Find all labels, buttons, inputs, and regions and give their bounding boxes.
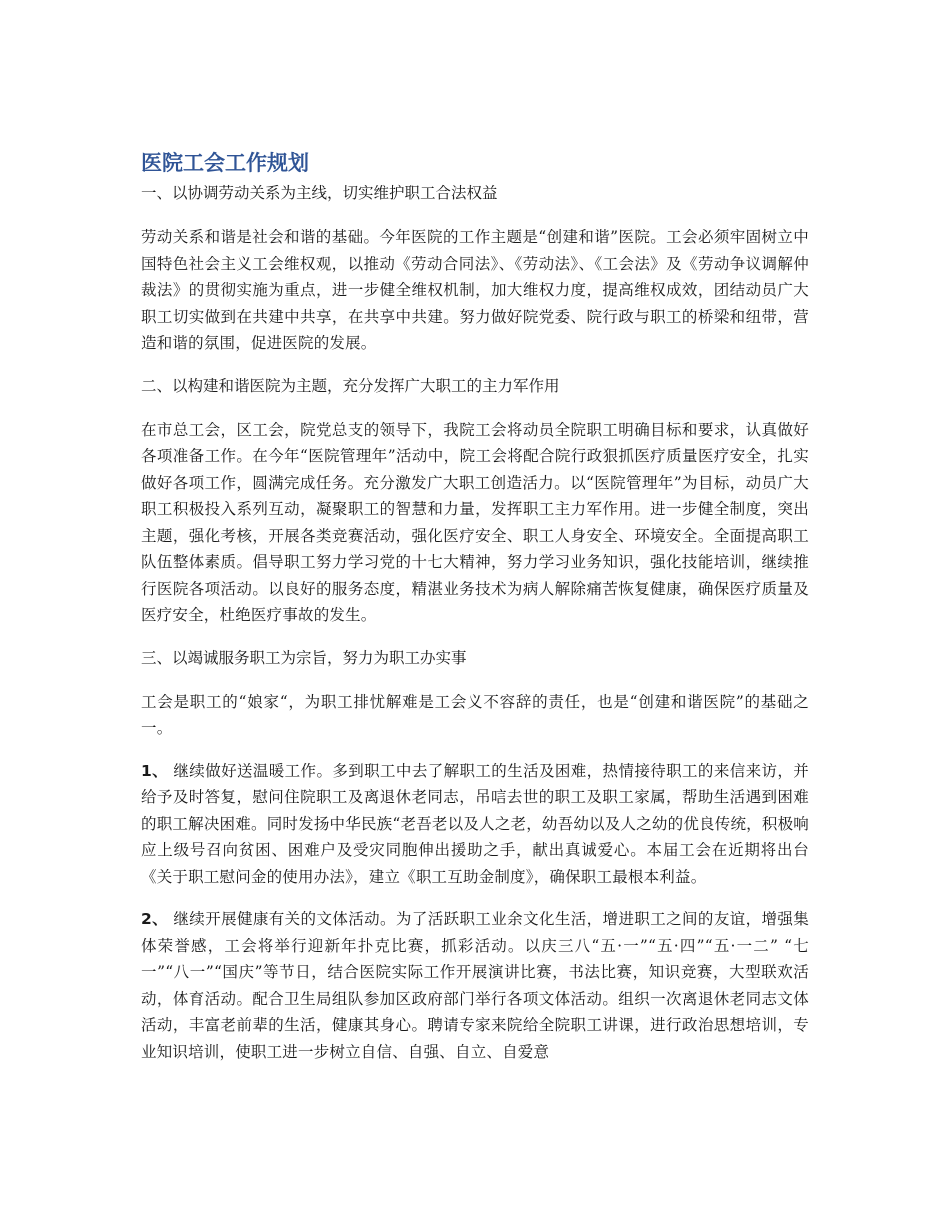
document-title: 医院工会工作规划 (141, 151, 309, 175)
section-heading-3: 三、以竭诚服务职工为宗旨，努力为职工办实事 (141, 648, 467, 667)
list-item-number: 1、 (141, 761, 169, 780)
section-heading-2: 二、以构建和谐医院为主题，充分发挥广大职工的主力军作用 (141, 376, 560, 395)
section-1-paragraph: 劳动关系和谐是社会和谐的基础。今年医院的工作主题是“创建和谐”医院。工会必须牢固树立中国特色社会主义工会维权观，以推动《劳动合同法》、《劳动法》、《工会法》及《劳动争议调解仲裁法》的贯彻实施为重点，进一步健全维权机制，加大维权力度，提高维权成效，团结动员广大职工切实做到在共建中共享，在共享中共建。努力做好院党委、院行政与职工的桥梁和纽带，营造和谐的氛围，促进医院的发展。 (141, 228, 809, 352)
list-item-2 (141, 906, 809, 1065)
section-heading-1: 一、以协调劳动关系为主线，切实维护职工合法权益 (141, 184, 498, 202)
document-page (141, 148, 809, 1065)
list-item-text: 继续开展健康有关的文体活动。为了活跃职工业余文化生活，增进职工之间的友谊，增强集体荣誉感，工会将举行迎新年扑克比赛，抓彩活动。以庆三八“五·一”“五·四”“五·一二” “七一”“八一”“国庆”等节日，结合医院实际工作开展演讲比赛，书法比赛，知识竞赛，大型联欢活动，体育活动。配合卫生局组队参加区政府部门举行各项文体活动。组织一次离退休老同志文体活动，丰富老前辈的生活，健康其身心。聘请专家来院给全院职工讲课，进行政治思想培训，专业知识培训，使职工进一步树立自信、自强、自立、自爱意 (141, 910, 809, 1061)
section-2-paragraph: 在市总工会，区工会，院党总支的领导下，我院工会将动员全院职工明确目标和要求，认真做好各项准备工作。在今年“医院管理年”活动中，院工会将配合院行政狠抓医疗质量医疗安全，扎实做好各项工作，圆满完成任务。充分激发广大职工创造活力。以“医院管理年”为目标，动员广大职工积极投入系列互动，凝聚职工的智慧和力量，发挥职工主力军作用。进一步健全制度，突出主题，强化考核，开展各类竞赛活动，强化医疗安全、职工人身安全、环境安全。全面提高职工队伍整体素质。倡导职工努力学习党的十七大精神，努力学习业务知识，强化技能培训，继续推行医院各项活动。以良好的服务态度，精湛业务技术为病人解除痛苦恢复健康，确保医疗质量及医疗安全，杜绝医疗事故的发生。 (141, 420, 809, 624)
list-item-number: 2、 (141, 910, 169, 928)
list-item-1 (141, 758, 809, 891)
section-3-paragraph: 工会是职工的“娘家“，为职工排忧解难是工会义不容辞的责任，也是“创建和谐医院”的基础之一。 (141, 692, 809, 737)
list-item-text: 继续做好送温暖工作。多到职工中去了解职工的生活及困难，热情接待职工的来信来访，并给予及时答复，慰问住院职工及离退休老同志，吊唁去世的职工及职工家属，帮助生活遇到困难的职工解决困难。同时发扬中华民族“老吾老以及人之老，幼吾幼以及人之幼的优良传统，积极响应上级号召向贫困、困难户及受灾同胞伸出援助之手，献出真诚爱心。本届工会在近期将出台《关于职工慰问金的使用办法》，建立《职工互助金制度》，确保职工最根本利益。 (141, 761, 809, 886)
